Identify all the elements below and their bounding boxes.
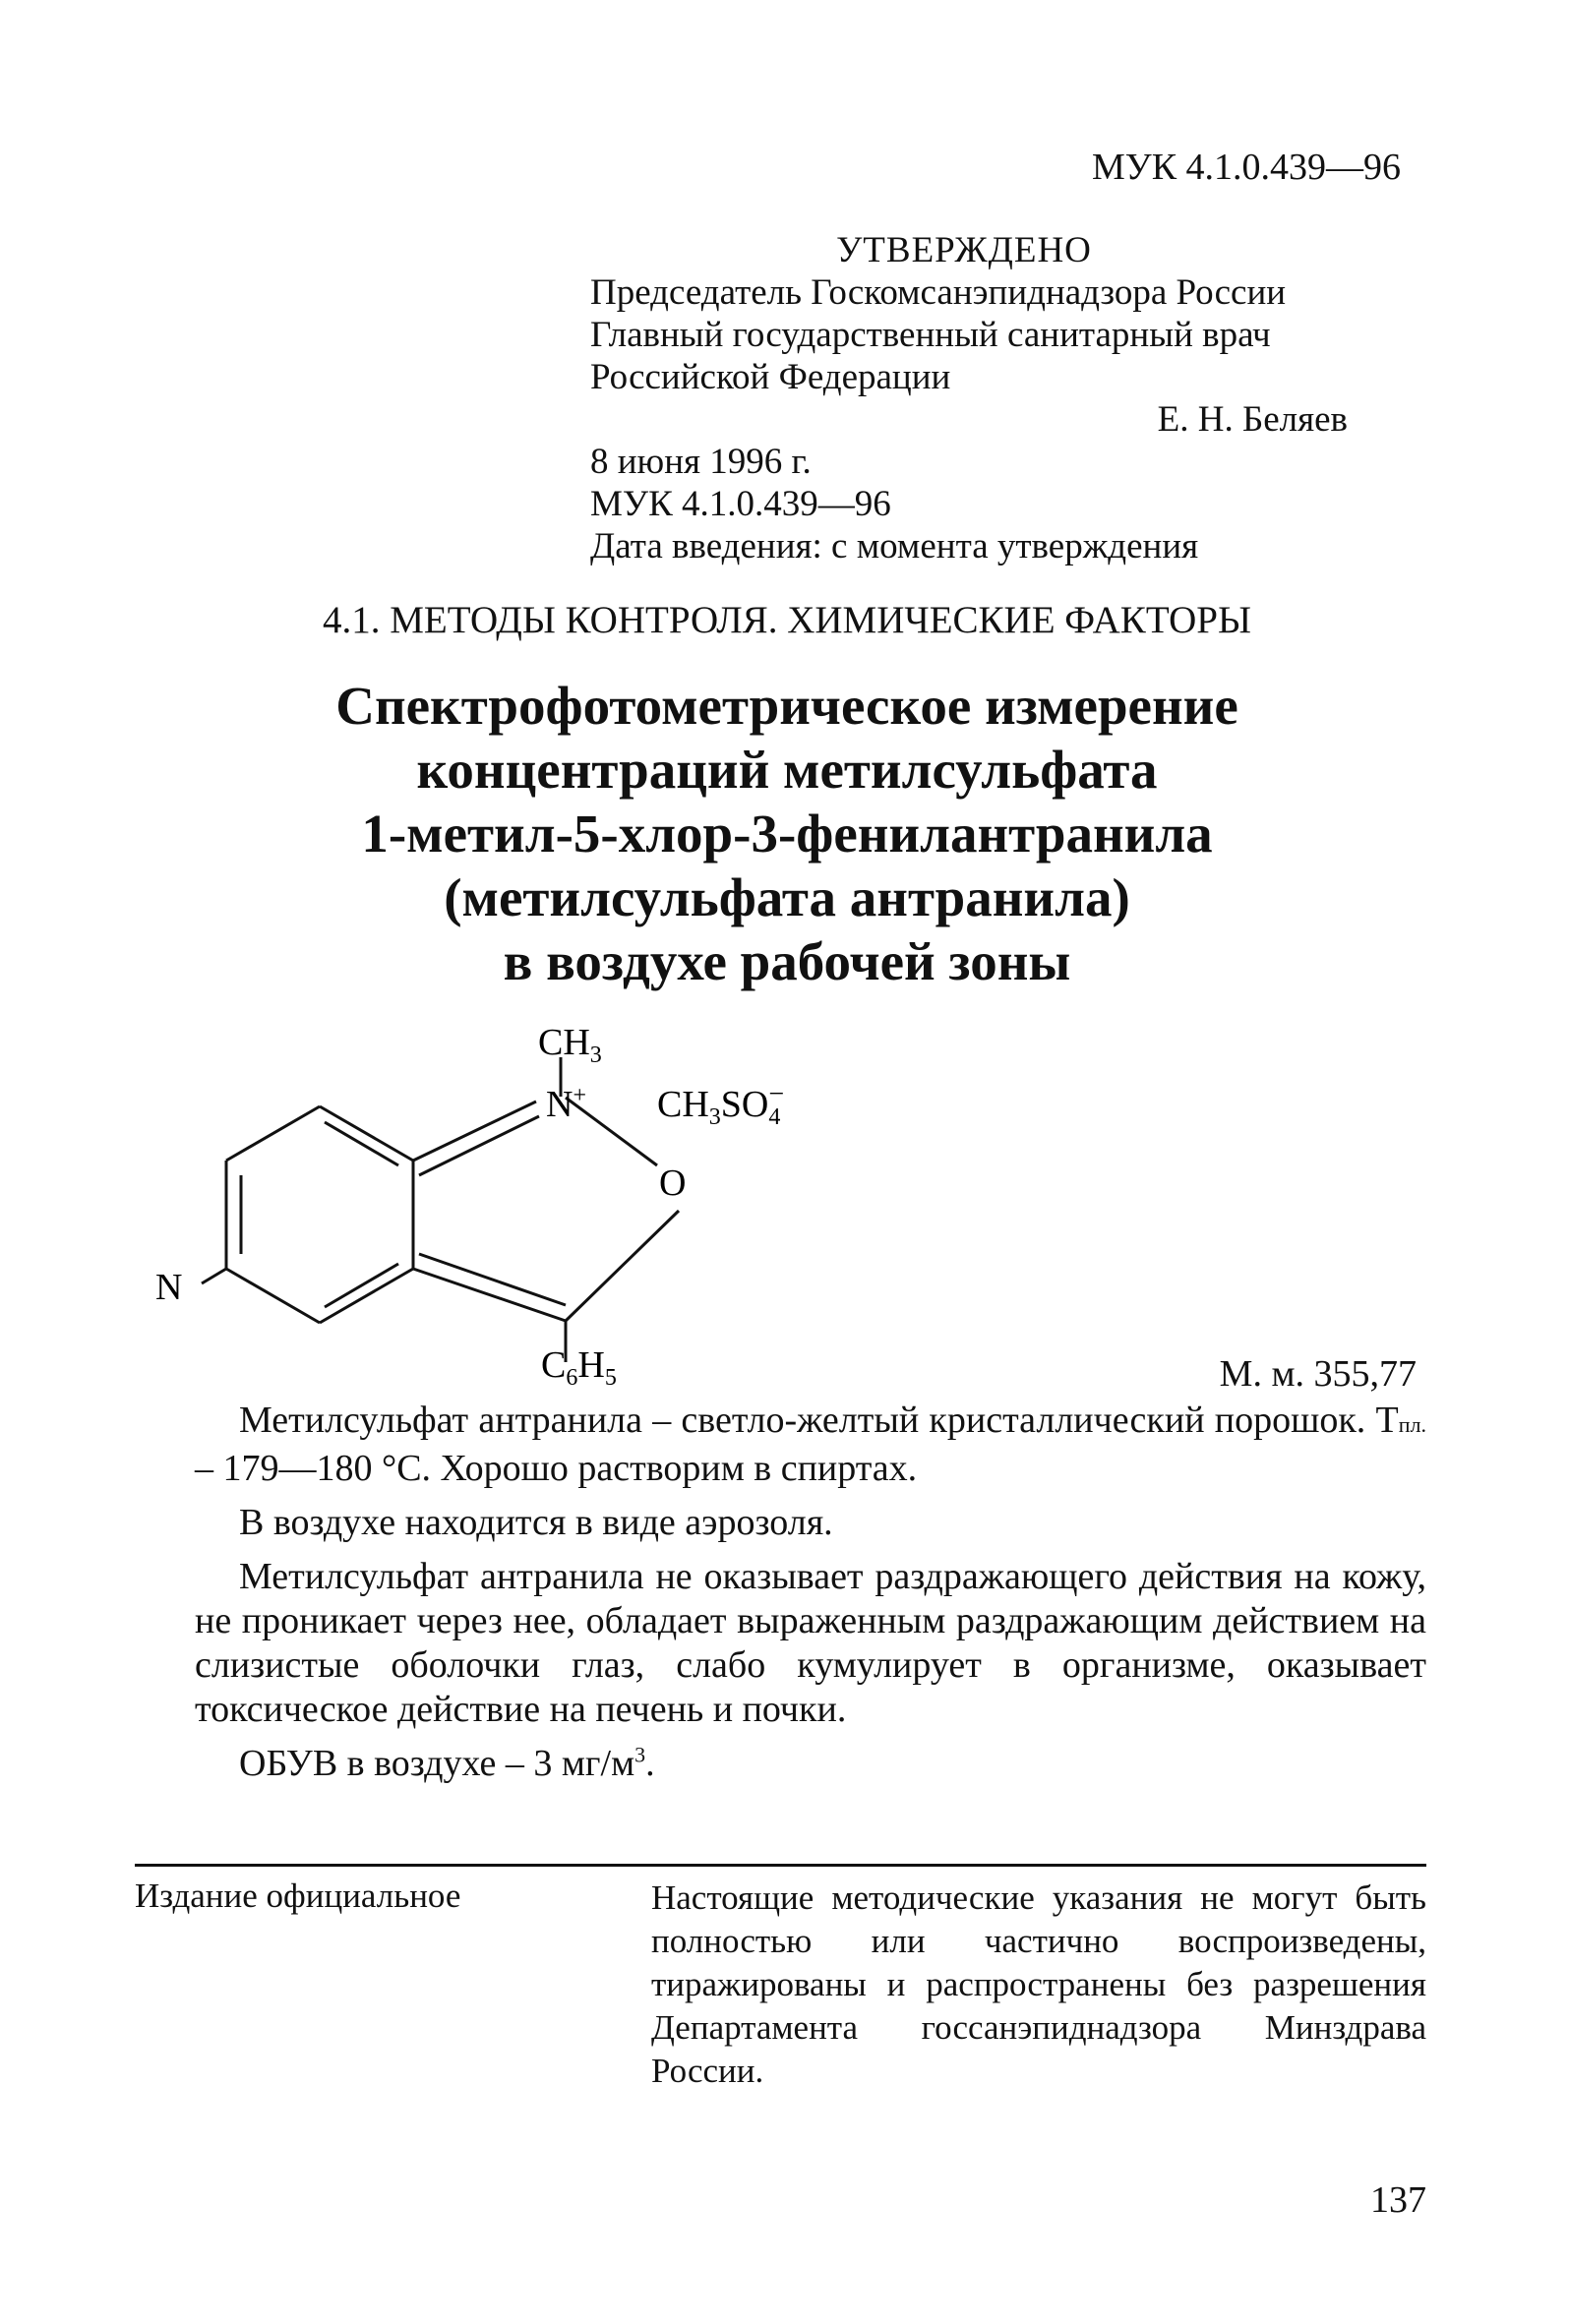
paragraph-aerosol: В воздухе находится в виде аэрозоля.	[239, 1502, 833, 1543]
paragraph-properties	[195, 1399, 1426, 1491]
benzene-ring	[226, 1106, 413, 1323]
paragraph-text: – 179—180 °С. Хорошо растворим в спиртах.	[195, 1448, 918, 1489]
isoxazolium-ring	[202, 1057, 679, 1362]
document-code: МУК 4.1.0.439—96	[1092, 147, 1402, 188]
footer-divider	[135, 1864, 1426, 1867]
approval-signer: Е. Н. Беляев	[1157, 399, 1348, 440]
title-line: (метилсульфата антранила)	[444, 867, 1130, 927]
methyl-group: $CH_3$	[538, 1022, 602, 1068]
substituent-n: N	[155, 1267, 183, 1308]
paragraph-limit	[195, 1742, 1426, 1786]
approval-position-3: Российской Федерации	[590, 357, 951, 397]
approval-intro-date: Дата введения: с момента утверждения	[590, 526, 1199, 566]
copyright-notice: Настоящие методические указания не могут быть полностью или частично воспроизведены, тиражированы и распространены без разрешения Департамента госсанэпиднадзора Минздрава России.	[651, 1878, 1426, 2090]
title-line: Спектрофотометрическое измерение	[335, 676, 1238, 736]
nitrogen-cation: N+	[546, 1083, 586, 1125]
body-text	[195, 1399, 1426, 1786]
page-number: 137	[1370, 2179, 1426, 2221]
approval-block	[590, 229, 1377, 567]
title-line: в воздухе рабочей зоны	[503, 931, 1071, 991]
melting-point-subscript: пл.	[1398, 1412, 1426, 1437]
unit-superscript: 3	[634, 1742, 646, 1767]
paragraph-toxicity: Метилсульфат антранила не оказывает раздражающего действия на кожу, не проникает через нее, обладает выраженным раздражающим действием на слизистые оболочки глаз, слабо кумулирует в организме, оказывает токсическое действие на печень и почки.	[195, 1556, 1426, 1730]
approval-code: МУК 4.1.0.439—96	[590, 484, 891, 524]
edition-label: Издание официальное	[135, 1877, 461, 1915]
section-heading: 4.1. МЕТОДЫ КОНТРОЛЯ. ХИМИЧЕСКИЕ ФАКТОРЫ	[323, 599, 1251, 641]
counter-ion: $CH_3SO_4-$	[657, 1079, 785, 1130]
document-title	[177, 674, 1397, 993]
paragraph-text: ОБУВ в воздухе – 3 мг/м	[239, 1743, 635, 1784]
molecular-mass: М. м. 355,77	[1219, 1353, 1417, 1395]
phenyl-group: $C_6H_5$	[541, 1344, 617, 1391]
oxygen-atom: O	[659, 1162, 687, 1204]
paragraph-text: .	[645, 1743, 655, 1784]
structural-formula	[155, 1018, 885, 1391]
approval-position-2: Главный государственный санитарный врач	[590, 315, 1271, 355]
approval-date: 8 июня 1996 г.	[590, 442, 812, 482]
title-line: концентраций метилсульфата	[416, 740, 1158, 800]
approval-position-1: Председатель Госкомсанэпиднадзора России	[590, 272, 1287, 313]
title-line: 1-метил-5-хлор-3-фенилантранила	[361, 804, 1213, 864]
approval-title: УТВЕРЖДЕНО	[836, 230, 1092, 270]
paragraph-text: Метилсульфат антранила – светло-желтый кристаллический порошок. T	[239, 1400, 1399, 1441]
